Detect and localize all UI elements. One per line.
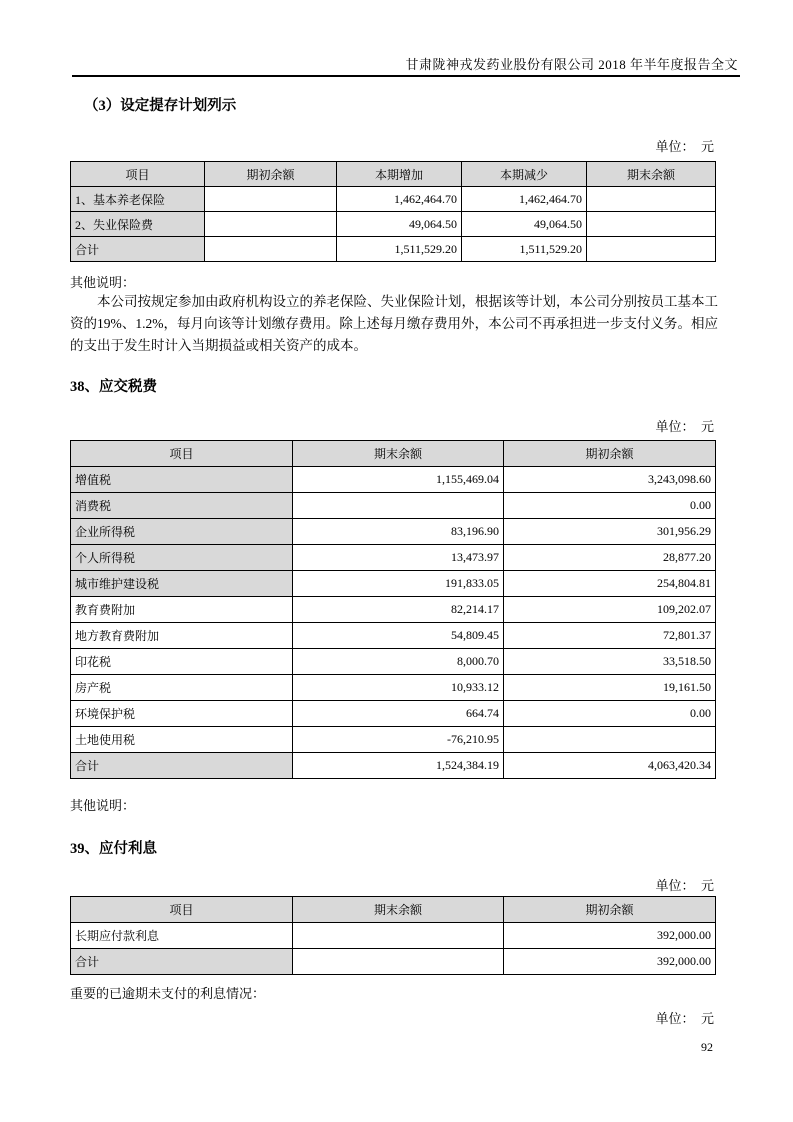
page-number: 92 (701, 1040, 713, 1054)
overdue-interest-label: 重要的已逾期未支付的利息情况： (70, 986, 266, 1001)
value-cell: 72,801.37 (504, 623, 716, 649)
value-cell: 109,202.07 (504, 597, 716, 623)
item-cell: 企业所得税 (71, 519, 293, 545)
running-header: 甘肃陇神戎发药业股份有限公司 2018 年半年度报告全文 (405, 57, 738, 72)
column-header: 期末余额 (587, 162, 716, 187)
unit-label-overdue-interest: 单位： 元 (655, 1011, 714, 1026)
item-cell: 房产税 (71, 675, 293, 701)
value-cell: 33,518.50 (504, 649, 716, 675)
value-cell: 1,462,464.70 (337, 187, 462, 212)
table-row (71, 623, 716, 649)
value-cell (205, 187, 337, 212)
column-header: 本期减少 (462, 162, 587, 187)
value-cell: 392,000.00 (504, 923, 716, 949)
item-cell: 城市维护建设税 (71, 571, 293, 597)
value-cell: 49,064.50 (337, 212, 462, 237)
column-header: 期初余额 (504, 897, 716, 923)
item-cell: 合计 (71, 237, 205, 262)
value-cell: 254,804.81 (504, 571, 716, 597)
value-cell: -76,210.95 (293, 727, 504, 753)
value-cell: 8,000.70 (293, 649, 504, 675)
other-note-label-2: 其他说明： (70, 798, 136, 813)
value-cell: 28,877.20 (504, 545, 716, 571)
item-cell: 土地使用税 (71, 727, 293, 753)
unit-label-interest-payable: 单位： 元 (655, 878, 714, 893)
table-row (71, 923, 716, 949)
table-row (71, 701, 716, 727)
taxes-payable-table (70, 440, 716, 779)
item-cell: 个人所得税 (71, 545, 293, 571)
value-cell (587, 212, 716, 237)
unit-label-taxes-payable: 单位： 元 (655, 419, 714, 434)
item-cell: 环境保护税 (71, 701, 293, 727)
value-cell: 0.00 (504, 493, 716, 519)
value-cell: 83,196.90 (293, 519, 504, 545)
value-cell: 1,462,464.70 (462, 187, 587, 212)
table-header-row (71, 897, 716, 923)
defined-contribution-plan-table (70, 161, 716, 262)
item-cell: 合计 (71, 753, 293, 779)
table-header-row (71, 441, 716, 467)
value-cell (293, 493, 504, 519)
column-header: 项目 (71, 162, 205, 187)
table-row (71, 519, 716, 545)
other-note-label-1: 其他说明： (70, 275, 136, 290)
value-cell: 54,809.45 (293, 623, 504, 649)
column-header: 期末余额 (293, 441, 504, 467)
value-cell: 13,473.97 (293, 545, 504, 571)
value-cell: 49,064.50 (462, 212, 587, 237)
item-cell: 长期应付款利息 (71, 923, 293, 949)
column-header: 本期增加 (337, 162, 462, 187)
unit-label-defined-contribution: 单位： 元 (655, 139, 714, 154)
item-cell: 合计 (71, 949, 293, 975)
table-header-row (71, 162, 716, 187)
item-cell: 消费税 (71, 493, 293, 519)
value-cell: 301,956.29 (504, 519, 716, 545)
value-cell (587, 187, 716, 212)
table-row (71, 237, 716, 262)
item-cell: 地方教育费附加 (71, 623, 293, 649)
value-cell: 82,214.17 (293, 597, 504, 623)
column-header: 期初余额 (504, 441, 716, 467)
table-row (71, 949, 716, 975)
value-cell (504, 727, 716, 753)
column-header: 项目 (71, 441, 293, 467)
section-3-title: （3）设定提存计划列示 (84, 98, 237, 114)
interest-payable-table (70, 896, 716, 975)
header-divider (72, 75, 740, 77)
section-39-title: 39、应付利息 (70, 841, 157, 857)
table-row (71, 727, 716, 753)
value-cell (293, 923, 504, 949)
table-row (71, 545, 716, 571)
column-header: 期末余额 (293, 897, 504, 923)
value-cell: 392,000.00 (504, 949, 716, 975)
value-cell: 191,833.05 (293, 571, 504, 597)
item-cell: 印花税 (71, 649, 293, 675)
table-row (71, 187, 716, 212)
table-row (71, 212, 716, 237)
value-cell: 0.00 (504, 701, 716, 727)
item-cell: 2、失业保险费 (71, 212, 205, 237)
defined-contribution-note-paragraph: 本公司按规定参加由政府机构设立的养老保险、失业保险计划，根据该等计划，本公司分别按员工基本工资的19%、1.2%，每月向该等计划缴存费用。除上述每月缴存费用外，本公司不再承担进一步支付义务。相应的支出于发生时计入当期损益或相关资产的成本。 (70, 294, 718, 353)
table-row (71, 597, 716, 623)
table-row (71, 675, 716, 701)
value-cell (205, 237, 337, 262)
value-cell (587, 237, 716, 262)
value-cell: 1,511,529.20 (462, 237, 587, 262)
column-header: 期初余额 (205, 162, 337, 187)
table-row (71, 467, 716, 493)
item-cell: 增值税 (71, 467, 293, 493)
value-cell: 1,155,469.04 (293, 467, 504, 493)
table-row (71, 571, 716, 597)
table-row (71, 753, 716, 779)
item-cell: 1、基本养老保险 (71, 187, 205, 212)
table-row (71, 649, 716, 675)
value-cell: 664.74 (293, 701, 504, 727)
value-cell: 3,243,098.60 (504, 467, 716, 493)
value-cell: 1,524,384.19 (293, 753, 504, 779)
value-cell (293, 949, 504, 975)
item-cell: 教育费附加 (71, 597, 293, 623)
value-cell: 10,933.12 (293, 675, 504, 701)
value-cell: 19,161.50 (504, 675, 716, 701)
table-row (71, 493, 716, 519)
value-cell (205, 212, 337, 237)
value-cell: 1,511,529.20 (337, 237, 462, 262)
value-cell: 4,063,420.34 (504, 753, 716, 779)
column-header: 项目 (71, 897, 293, 923)
section-38-title: 38、应交税费 (70, 379, 157, 395)
